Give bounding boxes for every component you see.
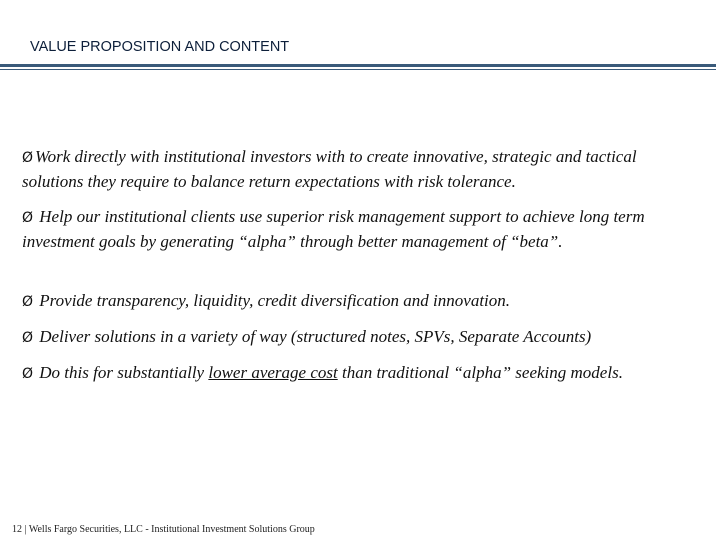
arrow-bullet-icon: Ø bbox=[22, 210, 34, 226]
arrow-bullet-icon: Ø bbox=[22, 294, 34, 310]
arrow-bullet-icon: Ø bbox=[22, 150, 34, 166]
footer bbox=[12, 524, 315, 535]
bullet-item-1 bbox=[22, 145, 702, 194]
bullet-text: Help our institutional clients use superior risk management support to achieve long term investment goals by generating “alpha” through better management of “beta”. bbox=[22, 207, 645, 251]
page-number: 12 bbox=[12, 524, 22, 535]
bullet-text: Work directly with institutional investors with to create innovative, strategic and tactical solutions they require to balance return expectations with risk tolerance. bbox=[22, 147, 637, 191]
bullet-item-4 bbox=[22, 325, 702, 350]
arrow-bullet-icon: Ø bbox=[22, 366, 34, 382]
bullet-item-2 bbox=[22, 205, 702, 254]
bullet-text-after: than traditional “alpha” seeking models. bbox=[337, 363, 623, 382]
slide-title: VALUE PROPOSITION AND CONTENT bbox=[30, 39, 290, 55]
footer-text: Wells Fargo Securities, LLC - Institutional Investment Solutions Group bbox=[28, 524, 315, 535]
bullet-text: Deliver solutions in a variety of way (structured notes, SPVs, Separate Accounts) bbox=[35, 327, 592, 346]
bullet-text-underlined: lower average cost bbox=[208, 363, 338, 382]
title-underline-thick bbox=[0, 64, 716, 67]
bullet-text-before: Do this for substantially bbox=[35, 363, 209, 382]
title-underline-thin bbox=[0, 69, 716, 70]
arrow-bullet-icon: Ø bbox=[22, 330, 34, 346]
bullet-item-5 bbox=[22, 361, 702, 386]
bullet-text: Provide transparency, liquidity, credit diversification and innovation. bbox=[35, 291, 511, 310]
bullet-item-3 bbox=[22, 289, 702, 314]
footer-separator: | bbox=[24, 524, 27, 535]
